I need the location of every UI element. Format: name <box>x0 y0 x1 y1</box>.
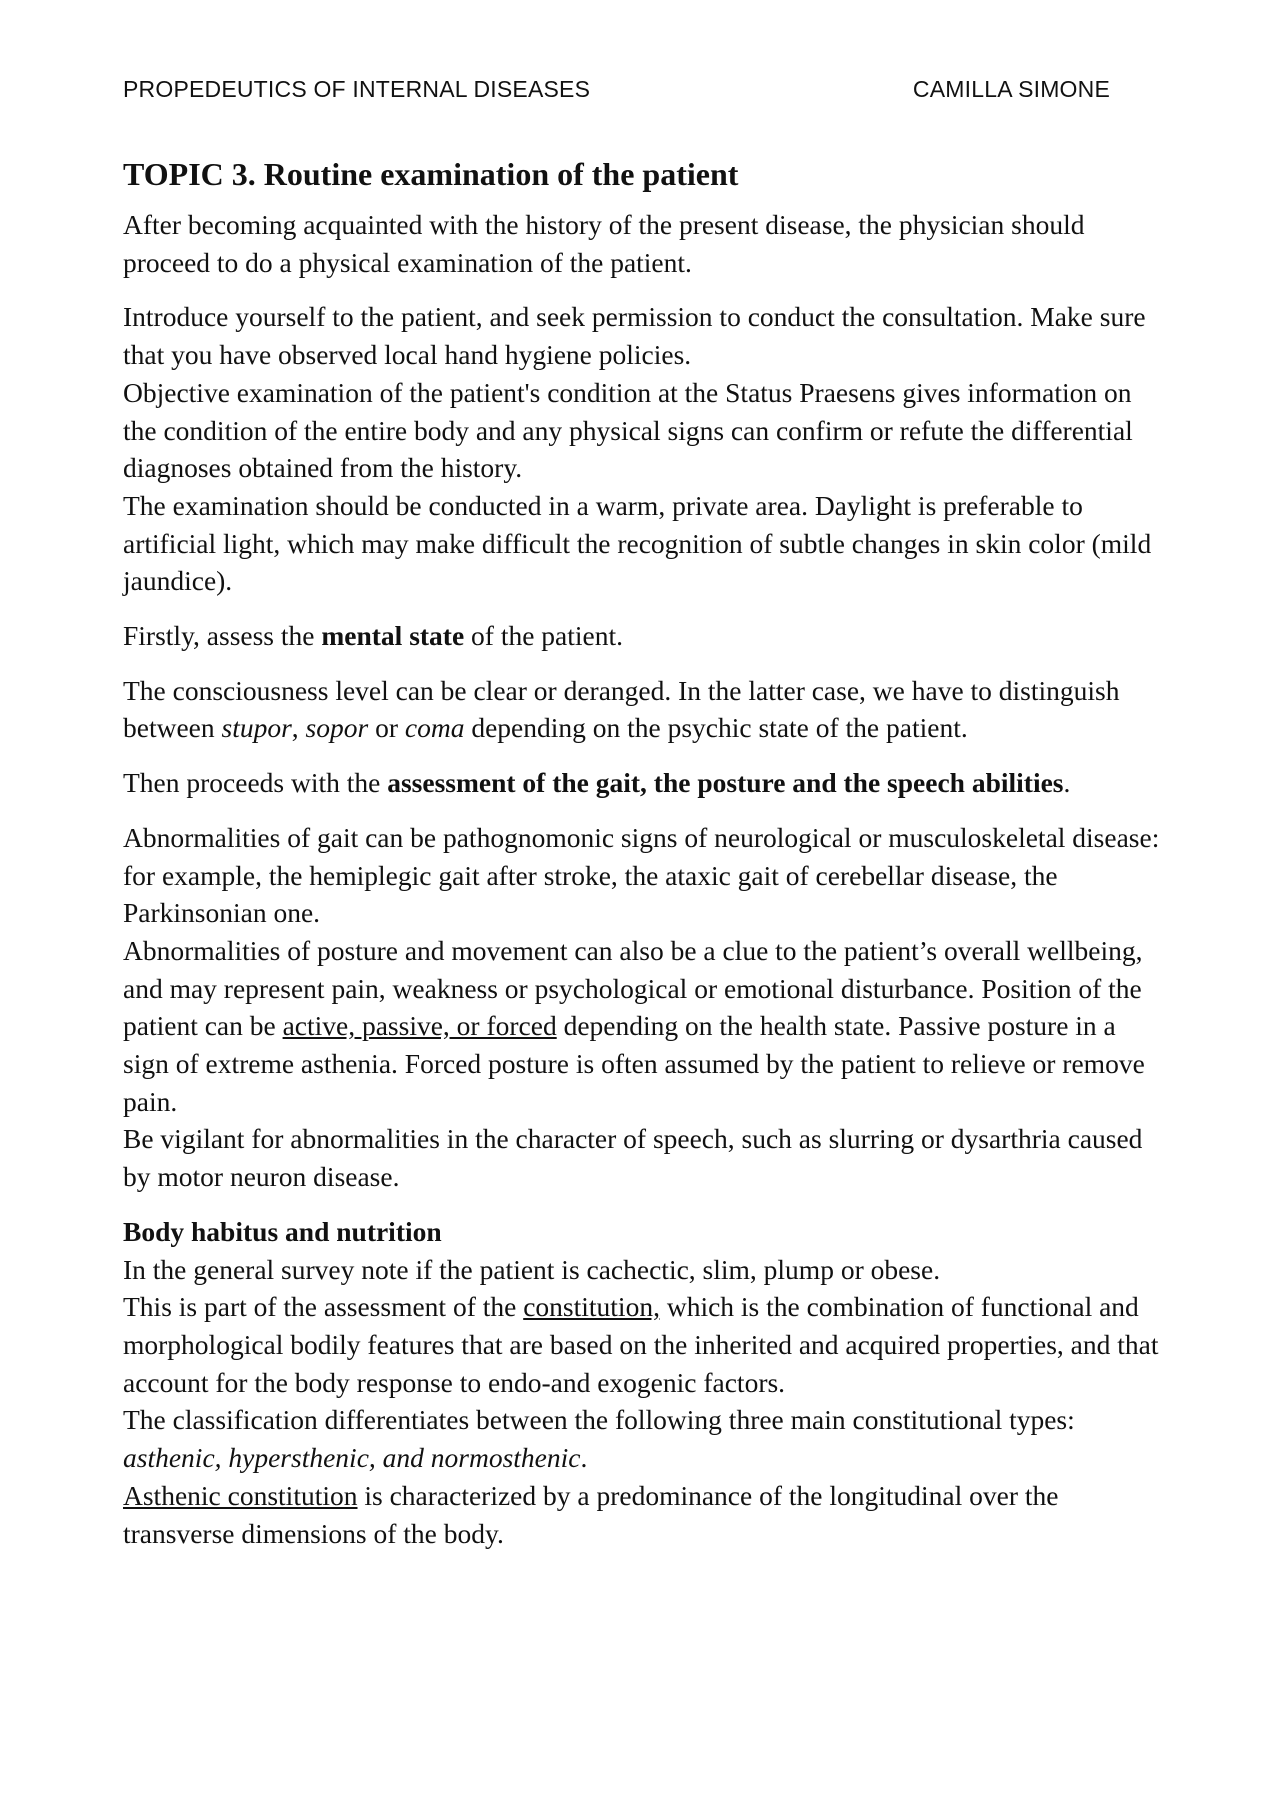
paragraph-intro: After becoming acquainted with the history of the present disease, the physician should proceed to do a physical examination of the patient. <box>123 209 1085 278</box>
text: depending on the psychic state of the patient. <box>464 712 968 744</box>
page-header <box>123 76 1110 103</box>
paragraph-abnormalities <box>123 819 1168 1196</box>
underlined-term-constitution: constitution, <box>523 1291 660 1323</box>
text: of the patient. <box>464 620 624 652</box>
text: Firstly, assess the <box>123 620 322 652</box>
text-objective: Objective examination of the patient's condition at the Status Praesens gives information on the condition of the entire body and any physical signs can confirm or refute the differential diagnoses obtained from the history. <box>123 376 1133 484</box>
italic-term-coma: coma <box>404 712 465 744</box>
bold-term: mental state <box>321 620 465 652</box>
bold-term: assessment of the gait, the posture and the speech abilities <box>387 767 1064 799</box>
text-general-survey: In the general survey note if the patient is cachectic, slim, plump or obese. <box>123 1253 941 1285</box>
header-author: CAMILLA SIMONE <box>912 76 1110 102</box>
text: , <box>291 712 306 744</box>
section-heading: Body habitus and nutrition <box>123 1215 442 1247</box>
italic-term-stupor: stupor <box>221 712 292 744</box>
underlined-term-positions: active, passive, or forced <box>282 1010 557 1042</box>
text: . <box>580 1442 588 1474</box>
text: or <box>368 712 405 744</box>
text-environment: The examination should be conducted in a warm, private area. Daylight is preferable to artificial light, which may make difficult the recognition of subtle changes in skin color (mild jaundice). <box>123 489 1152 597</box>
text: The consciousness level can be clear or deranged. In the latter case, we have to distinguish between <box>123 674 1120 744</box>
underlined-term-asthenic: Asthenic constitution <box>123 1479 358 1511</box>
document-body <box>123 152 1168 1552</box>
text: . <box>1063 767 1071 799</box>
paragraph-mental-state <box>123 617 1168 655</box>
text-introduce: Introduce yourself to the patient, and seek permission to conduct the consultation. Make sure that you have observed local hand hygiene policies. <box>123 301 1146 371</box>
text: This is part of the assessment of the <box>123 1291 524 1323</box>
text: which is the combination of functional and morphological bodily features that are based on the inherited and acquired properties, and that account for the body response to endo-and exogenic factors. <box>123 1291 1159 1398</box>
text-gait: Abnormalities of gait can be pathognomonic signs of neurological or musculoskeletal disease: for example, the hemiplegic gait after stroke, the ataxic gait of cerebellar disease, the Parkinsonian one. <box>123 821 1160 929</box>
page-title: TOPIC 3. Routine examination of the patient <box>123 156 739 192</box>
paragraph-consciousness <box>123 672 1168 747</box>
header-course-title: PROPEDEUTICS OF INTERNAL DISEASES <box>123 76 591 102</box>
text-posture: Abnormalities of posture and movement can also be a clue to the patient’s overall wellbeing, and may represent pain, weakness or psychological or emotional disturbance. Position of the patient can be <box>123 934 1143 1042</box>
paragraph-examination <box>123 298 1168 600</box>
italic-term-sopor: sopor <box>305 712 369 744</box>
section-body-habitus <box>123 1213 1168 1552</box>
text: depending on the health state. Passive posture in a sign of extreme asthenia. Forced posture is often assumed by the patient to relieve or remove pain. <box>123 1010 1145 1117</box>
paragraph-gait-assessment <box>123 764 1168 802</box>
text-speech: Be vigilant for abnormalities in the character of speech, such as slurring or dysarthria caused by motor neuron disease. <box>123 1123 1143 1193</box>
text: Then proceeds with the <box>123 767 388 799</box>
italic-term-types: asthenic, hypersthenic, and normosthenic <box>123 1442 581 1474</box>
text: The classification differentiates between the following three main constitutional types: <box>123 1404 1075 1436</box>
text: is characterized by a predominance of the longitudinal over the transverse dimensions of the body. <box>123 1479 1059 1549</box>
